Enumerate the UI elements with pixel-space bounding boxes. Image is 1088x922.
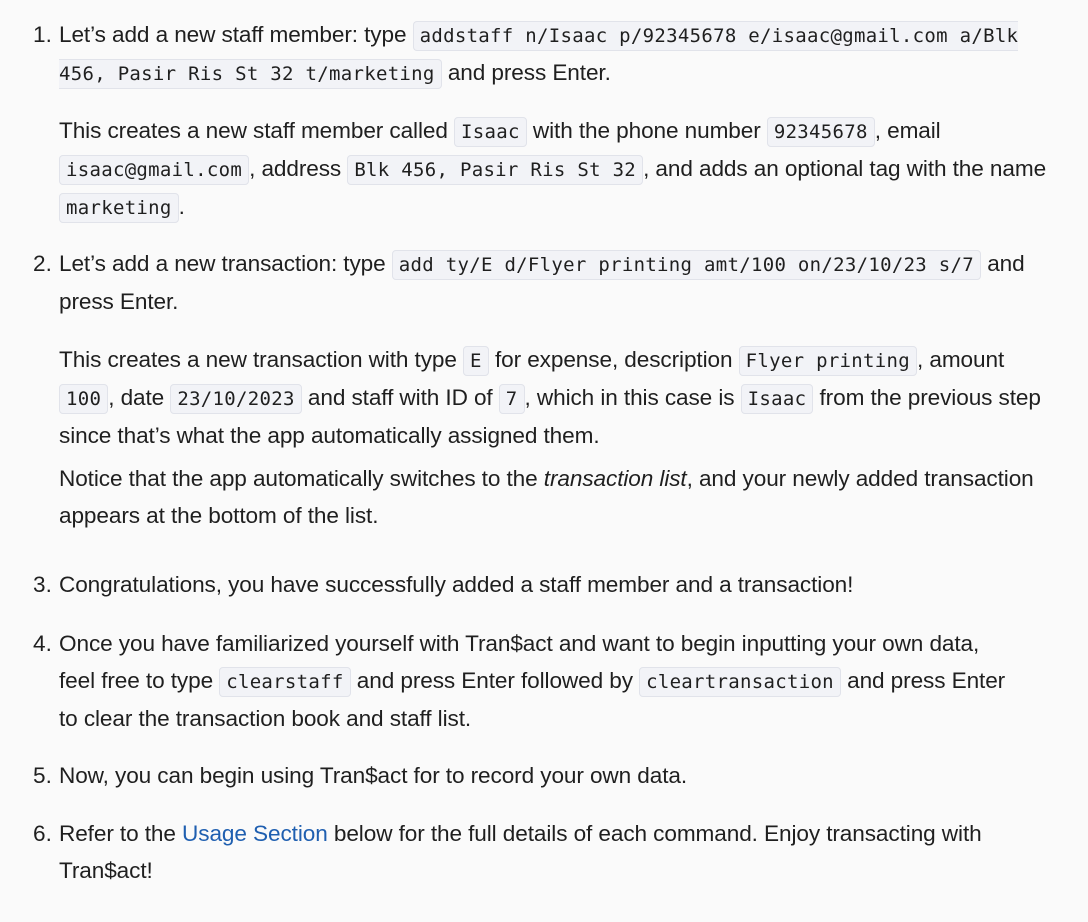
inline-code: marketing: [59, 193, 179, 223]
text-run: Once you have familiarized yourself with Tran$act and want to begin inputting your own data, feel free to type: [59, 631, 980, 693]
step-paragraph: [59, 342, 1059, 454]
text-run: .: [178, 193, 185, 219]
text-run: Congratulations, you have successfully added a staff member and a transaction!: [59, 572, 854, 597]
inline-code: isaac@gmail.com: [59, 155, 249, 185]
step-paragraph: [59, 17, 1059, 93]
inline-code: Isaac: [454, 117, 527, 147]
step-number: 3.: [33, 572, 52, 597]
inline-code: 7: [499, 384, 525, 414]
text-run: Now, you can begin using Tran$act for to record your own data.: [59, 763, 688, 788]
inline-code: Flyer printing: [739, 346, 917, 376]
step-paragraph: [59, 113, 1059, 226]
inline-code: Isaac: [741, 384, 814, 414]
inline-code: E: [463, 346, 489, 376]
step-paragraph: [59, 246, 1059, 321]
text-run: , email: [874, 118, 941, 143]
text-run: , and your newly added transaction appears at the bottom of the list.: [59, 466, 1034, 528]
text-run: , which in this case is: [524, 384, 741, 410]
text-run: , date: [108, 384, 171, 410]
inline-code: add ty/E d/Flyer printing amt/100 on/23/10/23 s/7: [392, 250, 981, 280]
text-run: for expense, description: [488, 347, 739, 372]
inline-code: addstaff n/Isaac p/92345678 e/isaac@gmail.com a/Blk 456, Pasir Ris St 32 t/marketing: [59, 21, 1018, 89]
emphasized-text: transaction list: [543, 466, 687, 491]
step-number: 1.: [33, 22, 52, 47]
text-run: below for the full details of each command. Enjoy transacting with Tran$act!: [59, 821, 982, 883]
text-run: , amount: [917, 347, 1005, 372]
text-run: and staff with ID of: [301, 384, 499, 410]
text-run: Refer to the: [59, 821, 183, 846]
step-paragraph: [59, 567, 1059, 604]
text-run: Notice that the app automatically switches to the: [59, 466, 544, 491]
text-run: and press Enter.: [441, 59, 611, 85]
step-number: 4.: [33, 631, 52, 656]
step-number: 6.: [33, 821, 52, 846]
text-run: and press Enter followed by: [350, 667, 640, 693]
text-run: Let’s add a new transaction: type: [59, 251, 392, 276]
step-paragraph: [59, 461, 1059, 535]
text-run: Let’s add a new staff member: type: [59, 22, 413, 47]
step-paragraph: [59, 758, 1059, 795]
text-run: This creates a new transaction with type: [59, 347, 464, 372]
inline-code: 100: [59, 384, 108, 414]
text-run: and press Enter.: [59, 251, 1025, 314]
inline-code: clearstaff: [219, 667, 350, 697]
text-run: and press Enter to clear the transaction book and staff list.: [59, 667, 1006, 731]
step-number: 5.: [33, 763, 52, 788]
inline-code: Blk 456, Pasir Ris St 32: [347, 155, 643, 185]
step-number: 2.: [33, 251, 52, 276]
text-run: with the phone number: [526, 118, 767, 143]
text-run: , and adds an optional tag with the name: [643, 155, 1047, 181]
usage-section-link[interactable]: Usage Section: [182, 821, 328, 846]
step-paragraph: [59, 816, 1059, 890]
inline-code: 92345678: [767, 117, 875, 147]
inline-code: 23/10/2023: [170, 384, 301, 414]
text-run: This creates a new staff member called: [59, 118, 455, 143]
step-paragraph: [59, 626, 1009, 737]
text-run: from the previous step since that’s what the app automatically assigned them.: [59, 384, 1041, 448]
inline-code: cleartransaction: [639, 667, 841, 697]
text-run: , address: [249, 155, 348, 181]
